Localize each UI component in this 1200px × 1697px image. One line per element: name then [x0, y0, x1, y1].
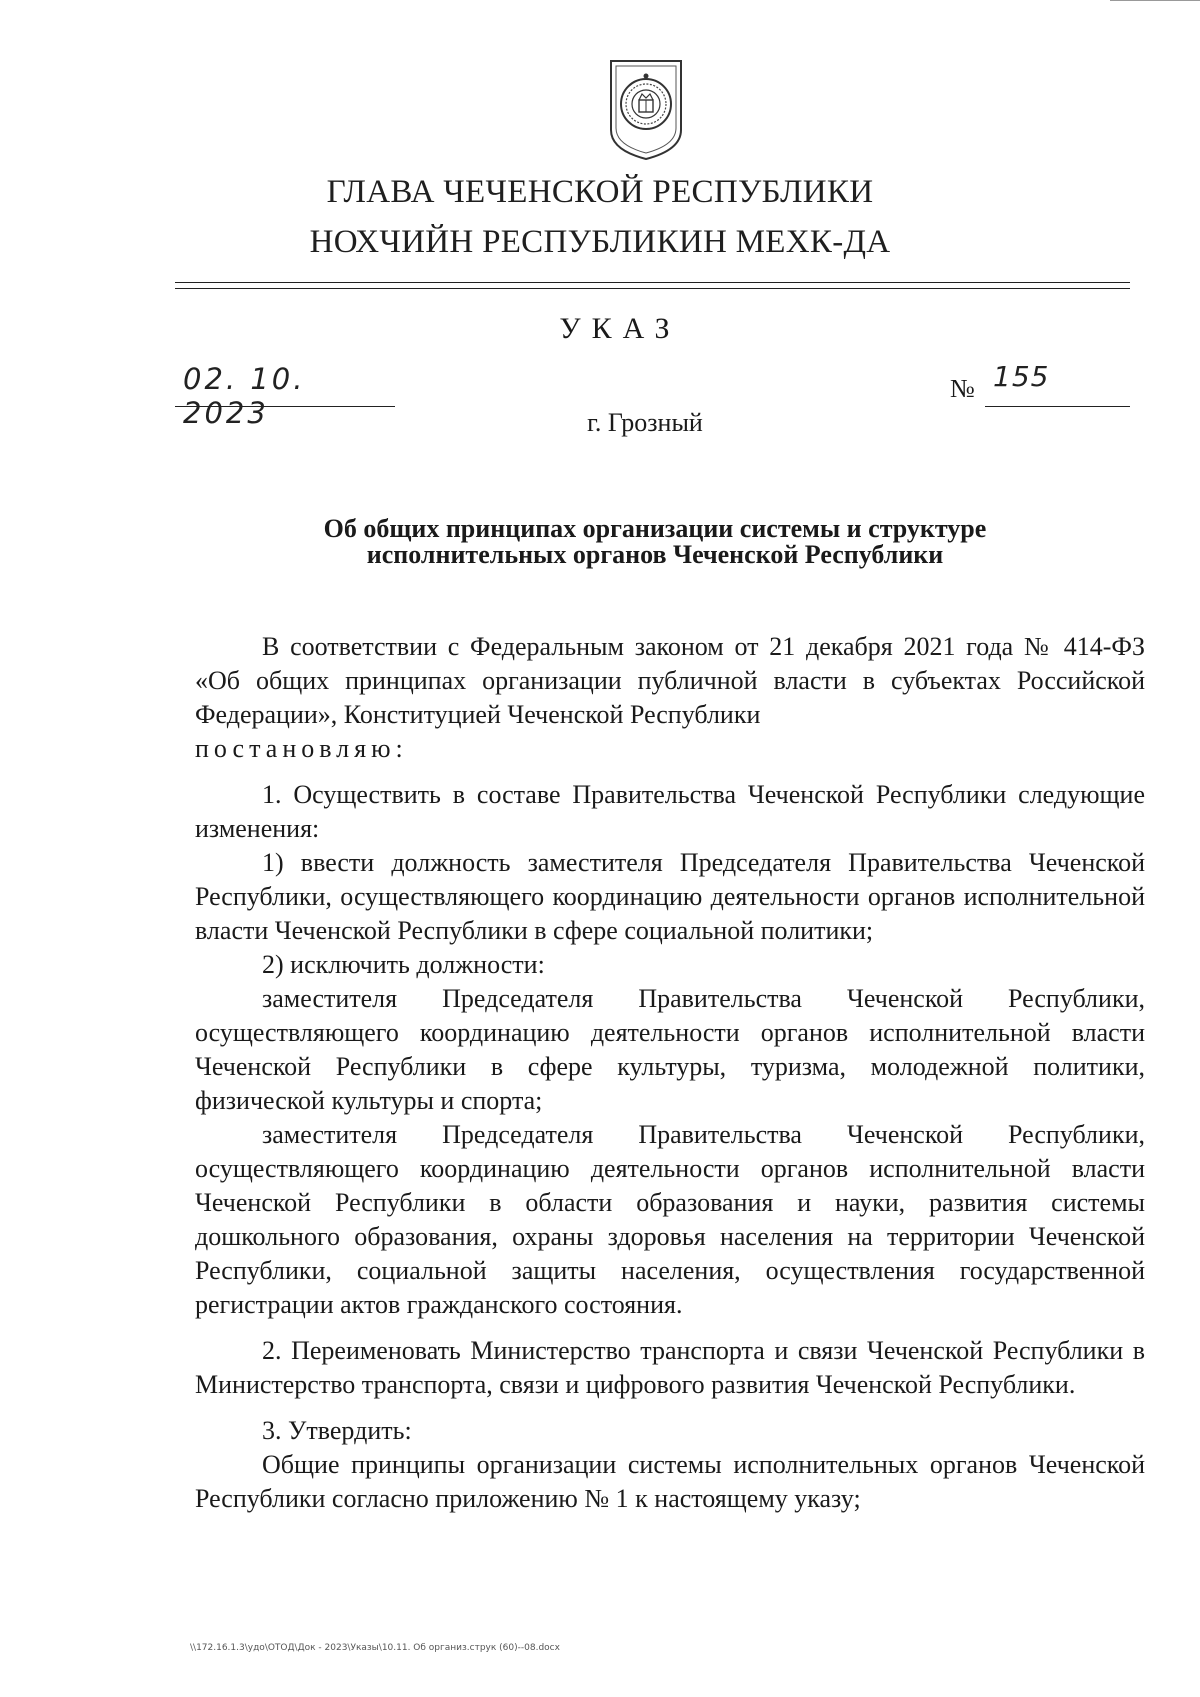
clause-1: 1. Осуществить в составе Правительства Чеченской Республики следующие изменения:: [195, 780, 1145, 843]
preamble: В соответствии с Федеральным законом от 21 декабря 2021 года № 414-ФЗ «Об общих принципах организации публичной власти в субъектах Российской Федерации», Конституцией Чеченской Республики: [195, 632, 1145, 729]
title-line-2: исполнительных органов Чеченской Республики: [366, 540, 944, 569]
coat-of-arms-icon: [608, 58, 684, 162]
decree-number: 155: [993, 360, 1050, 393]
file-path-footer: \\172.16.1.3\удо\ОТОД\Док - 2023\Указы\10.11. Об организ.струк (60)--08.docx: [190, 1643, 560, 1653]
number-field: [985, 360, 1130, 407]
clause-1-2: 2) исключить должности:: [262, 950, 545, 979]
clause-3-1: Общие принципы организации системы исполнительных органов Чеченской Республики согласно приложению № 1 к настоящему указу;: [195, 1450, 1145, 1513]
number-label: №: [950, 374, 975, 403]
header-rule-thin: [175, 288, 1130, 289]
clause-1-2-a: заместителя Председателя Правительства Чеченской Республики, осуществляющего координацию деятельности органов исполнительной власти Чеченской Республики в сфере культуры, туризма, молодежной политики, физической культуры и спорта;: [195, 984, 1145, 1115]
corner-scan-mark: [1110, 0, 1200, 1]
document-body: [195, 630, 1145, 1516]
city: г. Грозный: [587, 408, 703, 437]
clause-1-2-b: заместителя Председателя Правительства Чеченской Республики, осуществляющего координацию деятельности органов исполнительной власти Чеченской Республики в области образования и науки, развития системы дошкольного образования, охраны здоровья населения на территории Чеченской Республики, социальной защиты населения, осуществления государственной регистрации актов гражданского состояния.: [195, 1120, 1145, 1319]
date-field: [175, 360, 395, 430]
title-line-1: Об общих принципах организации системы и структуре: [323, 514, 987, 543]
issuer-title: ГЛАВА ЧЕЧЕНСКОЙ РЕСПУБЛИКИ: [326, 174, 874, 210]
document-title: [180, 516, 1130, 568]
issuer-title-chechen: НОХЧИЙН РЕСПУБЛИКИН МЕХК-ДА: [309, 224, 891, 260]
decree-date: 02. 10. 2023: [183, 362, 306, 430]
clause-2: 2. Переименовать Министерство транспорта и связи Чеченской Республики в Министерство транспорта, связи и цифрового развития Чеченской Республики.: [195, 1336, 1145, 1399]
clause-3: 3. Утвердить:: [262, 1416, 412, 1445]
header-rule-thick: [175, 282, 1130, 283]
document-type: УКАЗ: [559, 312, 681, 345]
clause-1-1: 1) ввести должность заместителя Председателя Правительства Чеченской Республики, осуществляющего координацию деятельности органов исполнительной власти Чеченской Республики в сфере социальной политики;: [195, 848, 1145, 945]
resolve-word: постановляю:: [195, 734, 408, 763]
